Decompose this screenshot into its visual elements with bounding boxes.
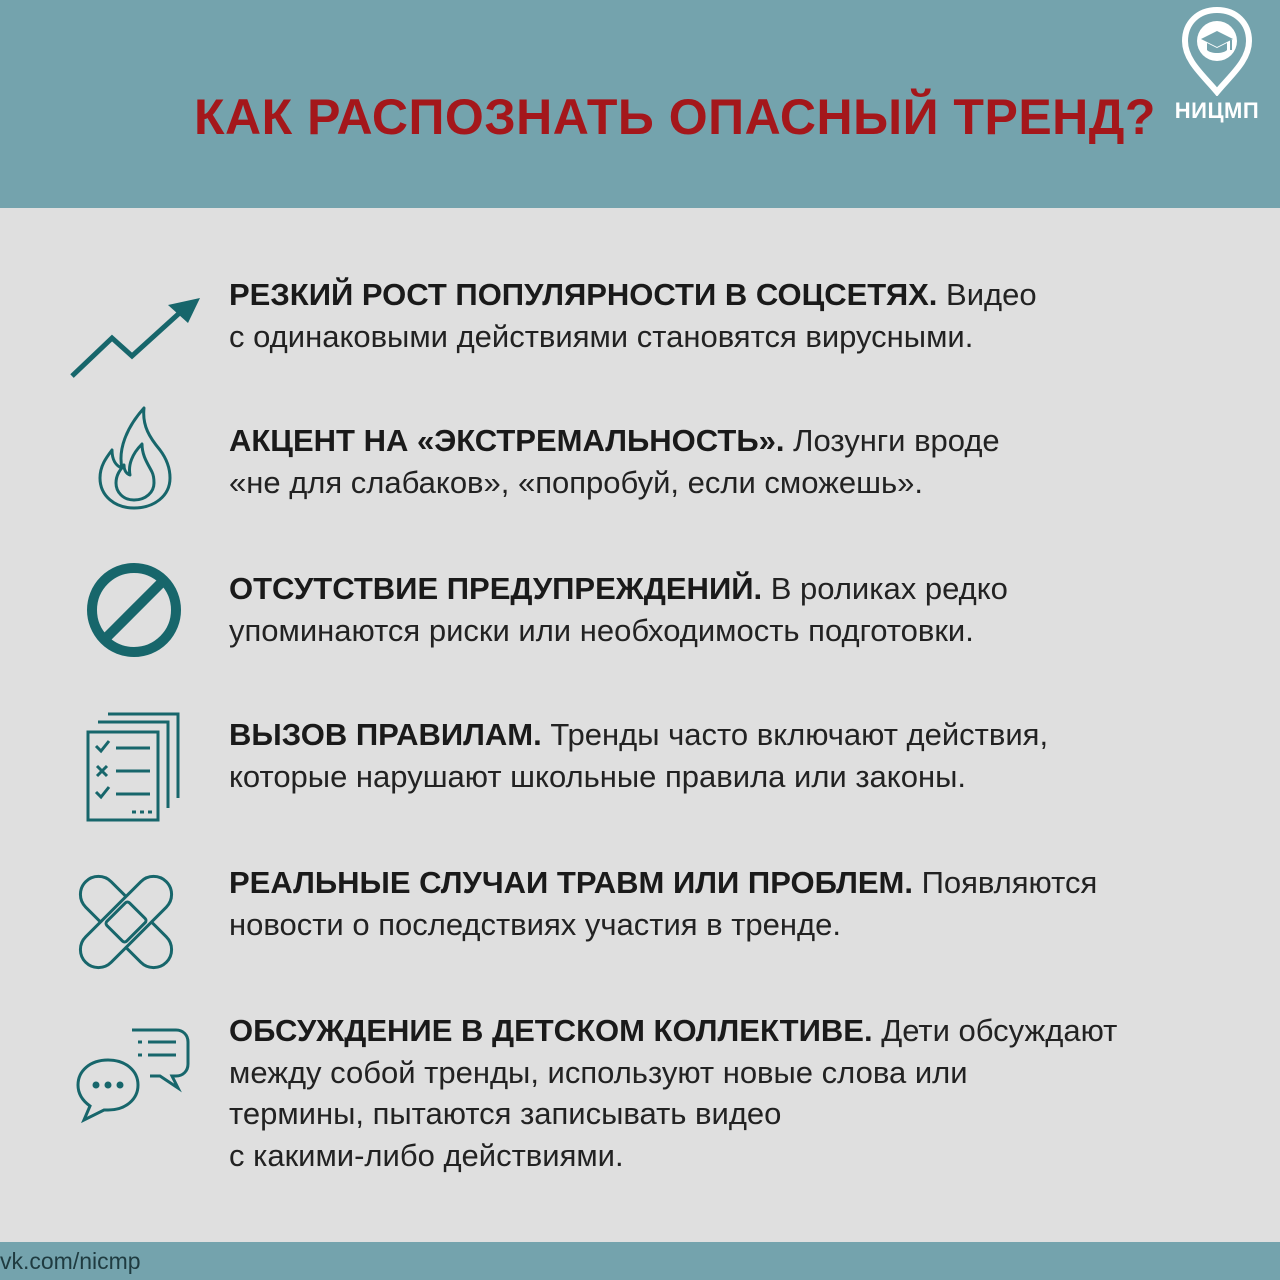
item-body: В роликах редко упоминаются риски или необходимость подготовки. bbox=[229, 571, 1008, 648]
prohibited-icon bbox=[60, 558, 210, 678]
item-text bbox=[229, 1010, 1239, 1176]
page-title: КАК РАСПОЗНАТЬ ОПАСНЫЙ ТРЕНД? bbox=[194, 89, 1156, 145]
logo bbox=[1162, 6, 1272, 124]
bandage-icon bbox=[60, 874, 210, 994]
header-banner bbox=[0, 0, 1280, 208]
item-heading: РЕАЛЬНЫЕ СЛУЧАИ ТРАВМ ИЛИ ПРОБЛЕМ. bbox=[229, 865, 913, 900]
item-heading: АКЦЕНТ НА «ЭКСТРЕМАЛЬНОСТЬ». bbox=[229, 423, 785, 458]
item-text bbox=[229, 420, 1239, 503]
item-text bbox=[229, 714, 1239, 797]
checklist-documents-icon bbox=[60, 712, 210, 832]
fire-icon bbox=[60, 402, 210, 522]
footer-link[interactable]: vk.com/nicmp bbox=[0, 1248, 141, 1274]
item-text bbox=[229, 862, 1239, 945]
item-heading: ОТСУТСТВИЕ ПРЕДУПРЕЖДЕНИЙ. bbox=[229, 571, 763, 606]
chat-bubbles-icon bbox=[60, 1022, 210, 1142]
footer-bar bbox=[0, 1242, 1280, 1280]
item-body: Видео с одинаковыми действиями становятся вирусными. bbox=[229, 277, 1037, 354]
item-heading: РЕЗКИЙ РОСТ ПОПУЛЯРНОСТИ В СОЦСЕТЯХ. bbox=[229, 277, 938, 312]
item-body: Дети обсуждают между собой тренды, используют новые слова или термины, пытаются записывать видео с какими-либо действиями. bbox=[229, 1013, 1118, 1173]
item-body: Тренды часто включают действия, которые нарушают школьные правила или законы. bbox=[229, 717, 1049, 794]
item-text bbox=[229, 568, 1239, 651]
item-heading: ВЫЗОВ ПРАВИЛАМ. bbox=[229, 717, 542, 752]
item-body: Появляются новости о последствиях участия в тренде. bbox=[229, 865, 1098, 942]
trending-up-arrow-icon bbox=[60, 280, 210, 400]
graduation-cap-pin-icon bbox=[1180, 6, 1254, 96]
item-text bbox=[229, 274, 1239, 357]
item-heading: ОБСУЖДЕНИЕ В ДЕТСКОМ КОЛЛЕКТИВЕ. bbox=[229, 1013, 873, 1048]
item-body: Лозунги вроде «не для слабаков», «попробуй, если сможешь». bbox=[229, 423, 1000, 500]
logo-text: НИЦМП bbox=[1174, 98, 1260, 123]
